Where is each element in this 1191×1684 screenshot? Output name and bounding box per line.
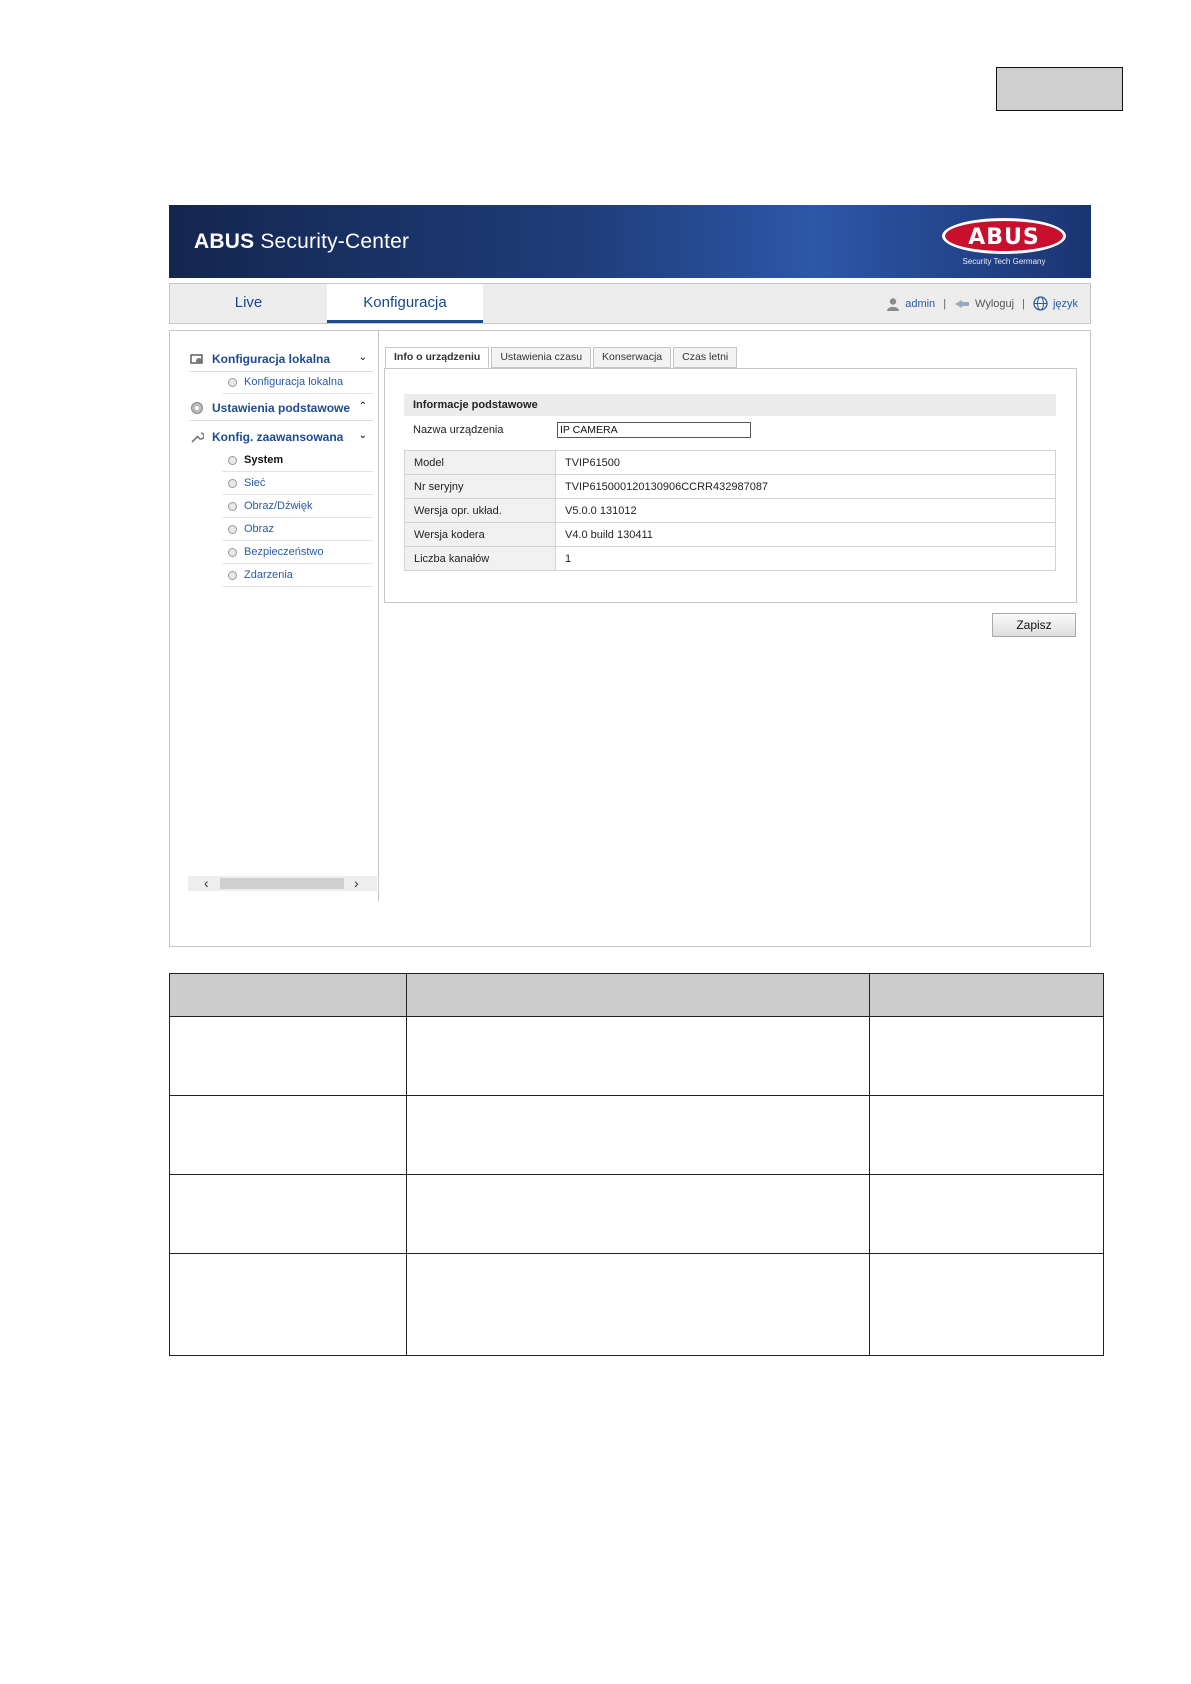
- table-row: [170, 1017, 1104, 1096]
- chevron-up-icon: ⌃: [358, 401, 367, 412]
- bullet-icon: [228, 571, 237, 580]
- bullet-icon: [228, 548, 237, 557]
- user-icon: [886, 297, 900, 311]
- tab-konfiguracja[interactable]: Konfiguracja: [327, 284, 483, 323]
- scroll-left-icon[interactable]: ‹: [204, 875, 209, 891]
- basic-settings-icon: [190, 401, 204, 415]
- tab-maintenance[interactable]: Konserwacja: [593, 347, 671, 368]
- save-button[interactable]: Zapisz: [992, 613, 1076, 637]
- table-row: [170, 1175, 1104, 1254]
- empty-doc-table: [169, 973, 1104, 1356]
- sidebar-item-network[interactable]: Sieć: [222, 472, 373, 495]
- tab-live[interactable]: Live: [234, 294, 263, 311]
- app-title: ABUS Security-Center: [194, 230, 410, 253]
- sidebar-item-security[interactable]: Bezpieczeństwo: [222, 541, 373, 564]
- logout-link[interactable]: Wyloguj: [975, 297, 1015, 310]
- chevron-down-icon: ⌄: [358, 352, 367, 363]
- table-row: Nr seryjny TVIP615000120130906CCRR432987087: [405, 475, 1056, 499]
- table-row: Liczba kanałów 1: [405, 547, 1056, 571]
- bullet-icon: [228, 525, 237, 534]
- table-row: [170, 1096, 1104, 1175]
- device-info-table: [404, 450, 1056, 571]
- language-link[interactable]: język: [1052, 297, 1078, 310]
- wrench-icon: [190, 430, 204, 444]
- table-row: Wersja opr. układ. V5.0.0 131012: [405, 499, 1056, 523]
- subtab-bar: [385, 347, 739, 367]
- sidebar-item-events[interactable]: Zdarzenia: [222, 564, 373, 587]
- header-banner: [169, 205, 1091, 278]
- user-link[interactable]: admin: [905, 297, 936, 310]
- table-row: [170, 1254, 1104, 1356]
- tab-device-info[interactable]: Info o urządzeniu: [385, 347, 489, 368]
- globe-icon: [1033, 296, 1048, 311]
- sidebar-item-system[interactable]: System: [222, 449, 373, 472]
- top-navbar: [169, 283, 1091, 324]
- user-bar: admin | Wyloguj | język: [886, 284, 1078, 323]
- sidebar-section-basic-settings[interactable]: Ustawienia podstawowe ⌃: [190, 396, 373, 421]
- bullet-icon: [228, 456, 237, 465]
- content-area: [169, 330, 1091, 947]
- device-info-panel: [384, 368, 1077, 603]
- scrollbar-thumb[interactable]: [220, 878, 344, 889]
- tab-time-settings[interactable]: Ustawienia czasu: [491, 347, 591, 368]
- tab-dst[interactable]: Czas letni: [673, 347, 737, 368]
- device-name-input[interactable]: [557, 422, 751, 438]
- local-config-icon: [190, 352, 204, 366]
- sidebar-scrollbar[interactable]: [188, 876, 377, 891]
- device-name-label: Nazwa urządzenia: [413, 424, 504, 436]
- bullet-icon: [228, 479, 237, 488]
- page-corner-box: [996, 67, 1123, 111]
- section-title: Informacje podstawowe: [404, 394, 1056, 416]
- bullet-icon: [228, 502, 237, 511]
- bullet-icon: [228, 378, 237, 387]
- table-row: Model TVIP61500: [405, 451, 1056, 475]
- logout-icon: [954, 298, 970, 310]
- sidebar-item-local-config[interactable]: Konfiguracja lokalna: [222, 371, 373, 394]
- table-header-row: [170, 974, 1104, 1017]
- scroll-right-icon[interactable]: ›: [354, 875, 359, 891]
- chevron-down-icon: ⌄: [358, 430, 367, 441]
- sidebar-item-video-audio[interactable]: Obraz/Dźwięk: [222, 495, 373, 518]
- abus-logo: ABUS Security Tech Germany: [939, 217, 1069, 269]
- sidebar-section-advanced-config[interactable]: Konfig. zaawansowana ⌄: [190, 425, 373, 449]
- table-row: Wersja kodera V4.0 build 130411: [405, 523, 1056, 547]
- app-screenshot: [169, 205, 1091, 946]
- sidebar: [170, 331, 379, 901]
- sidebar-item-image[interactable]: Obraz: [222, 518, 373, 541]
- sidebar-section-local-config[interactable]: Konfiguracja lokalna ⌄: [190, 347, 373, 372]
